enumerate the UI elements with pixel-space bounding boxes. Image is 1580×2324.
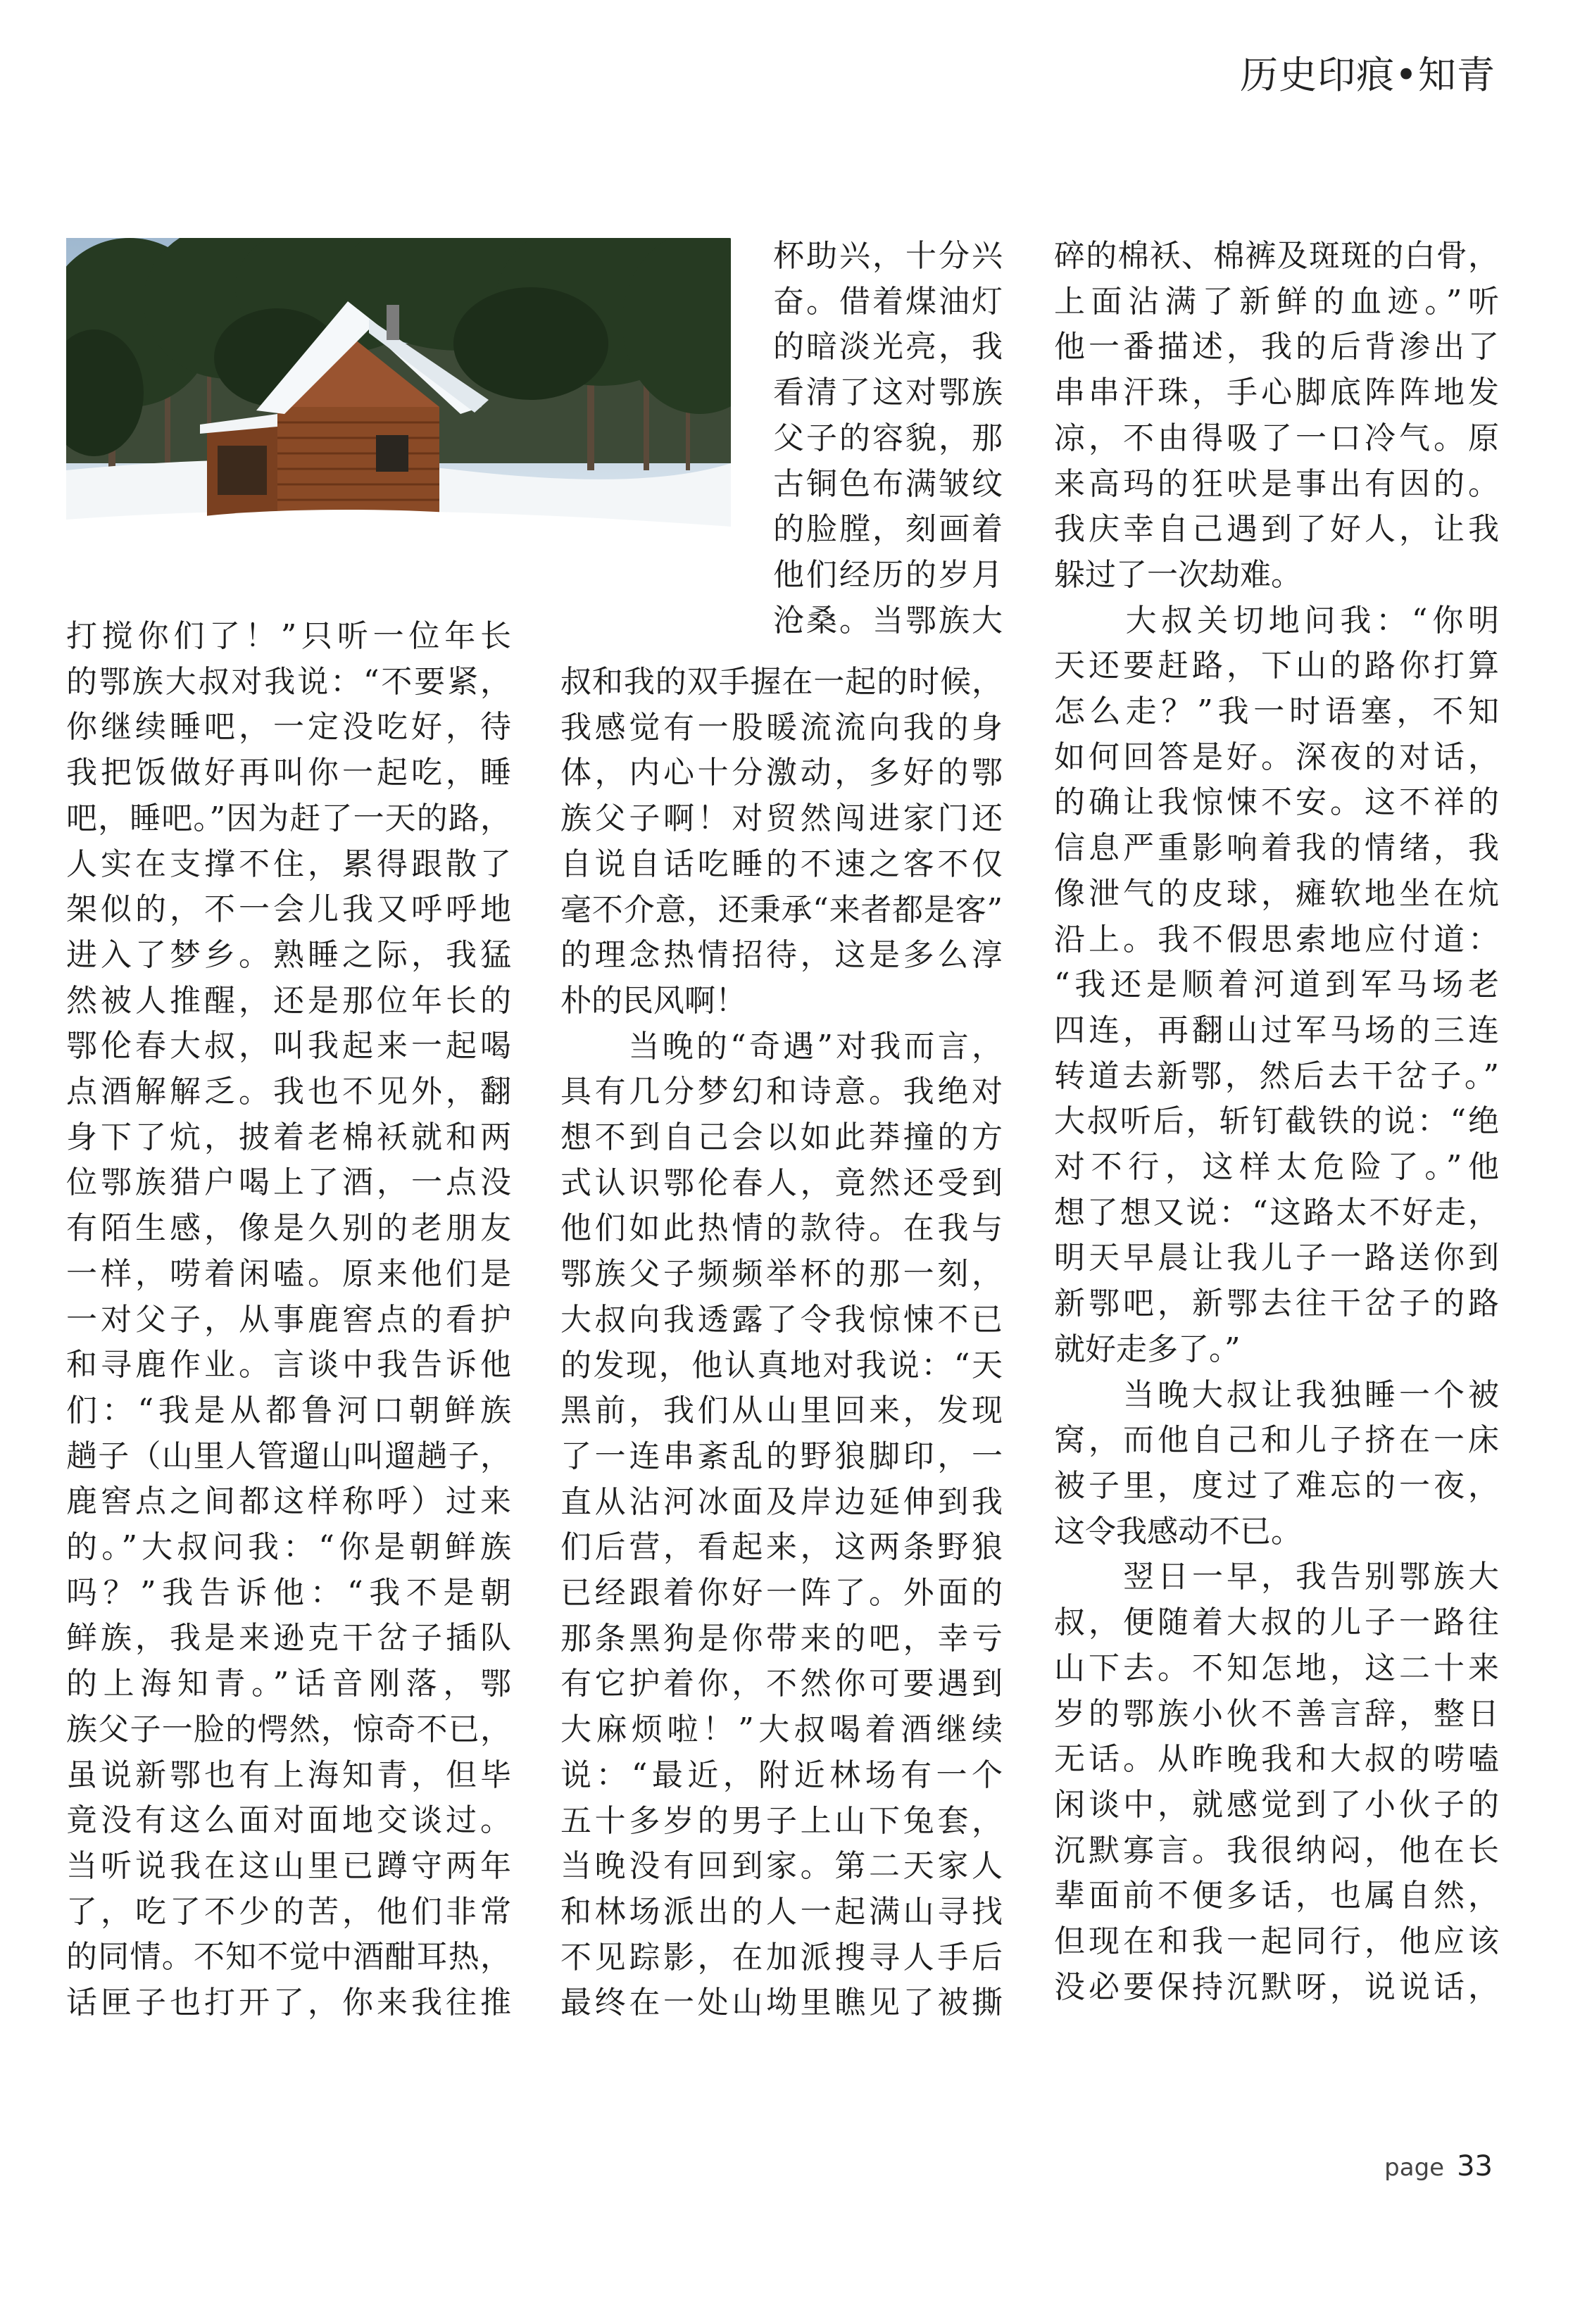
page-word: page (1384, 2154, 1445, 2182)
text-line: 的同情。不知不觉中酒酣耳热， (66, 1939, 511, 1976)
text-line: 直从沾河冰面及岸边延伸到我 (560, 1483, 1003, 1520)
text-line: 说：“最近，附近林场有一个 (560, 1757, 1003, 1793)
text-line: 你继续睡吧，一定没吃好，待 (66, 709, 511, 746)
text-line: 有陌生感，像是久别的老朋友 (66, 1210, 511, 1247)
text-line: 天还要赶路，下山的路你打算 (1054, 648, 1499, 684)
text-line: 打搅你们了！”只听一位年长 (66, 618, 511, 654)
text-line: 趟子（山里人管遛山叫遛趟子， (66, 1438, 511, 1474)
text-line: 那条黑狗是你带来的吧，幸亏 (560, 1620, 1003, 1657)
text-line: 我感觉有一股暖流流向我的身 (560, 709, 1003, 746)
text-line: 对不行，这样太危险了。”他 (1054, 1149, 1499, 1186)
text-line: 无话。从昨晚我和大叔的唠嗑 (1054, 1741, 1499, 1778)
text-line: 碎的棉袄、棉裤及斑斑的白骨， (1054, 238, 1499, 274)
text-line: 我庆幸自己遇到了好人，让我 (1054, 511, 1499, 548)
text-line: 闲谈中，就感觉到了小伙子的 (1054, 1786, 1499, 1823)
text-line: 他们如此热情的款待。在我与 (560, 1210, 1003, 1247)
text-line: 的鄂族大叔对我说：“不要紧， (66, 663, 511, 700)
text-line: 一样，唠着闲嗑。原来他们是 (66, 1255, 511, 1292)
text-line: 大叔关切地问我：“你明 (1054, 602, 1499, 639)
text-line: 岁的鄂族小伙不善言辞，整日 (1054, 1695, 1499, 1732)
text-line: 不见踪影，在加派搜寻人手后 (560, 1939, 1003, 1976)
text-line: 朴的民风啊！ (560, 982, 746, 1019)
text-line: “我还是顺着河道到军马场老 (1054, 967, 1499, 1003)
text-line: 大叔向我透露了令我惊悚不已 (560, 1301, 1003, 1338)
text-line: 他们经历的岁月 (773, 556, 1003, 593)
text-line: 当晚没有回到家。第二天家人 (560, 1848, 1003, 1885)
text-line: 架似的，不一会儿我又呼呼地 (66, 891, 511, 928)
text-line: 人实在支撑不住，累得跟散了 (66, 846, 511, 882)
text-line: 如何回答是好。深夜的对话， (1054, 739, 1499, 775)
text-line: 转道去新鄂，然后去干岔子。” (1054, 1057, 1499, 1094)
text-line: 父子的容貌，那 (773, 420, 1003, 456)
text-line: 山下去。不知怎地，这二十来 (1054, 1650, 1499, 1686)
text-line: 沧桑。当鄂族大 (773, 602, 1003, 639)
text-line: 窝，而他自己和儿子挤在一床 (1054, 1422, 1499, 1459)
text-line: 鄂伦春大叔，叫我起来一起喝 (66, 1028, 511, 1064)
text-line: 信息严重影响着我的情绪，我 (1054, 830, 1499, 867)
text-line: 杯助兴，十分兴 (773, 238, 1003, 274)
text-line: 虽说新鄂也有上海知青，但毕 (66, 1757, 511, 1793)
text-line: 新鄂吧，新鄂去往干岔子的路 (1054, 1286, 1499, 1322)
text-line: 这令我感动不已。 (1054, 1513, 1302, 1550)
text-line: 叔，便随着大叔的儿子一路往 (1054, 1604, 1499, 1641)
text-line: 一对父子，从事鹿窖点的看护 (66, 1301, 511, 1338)
text-line: 的发现，他认真地对我说：“天 (560, 1347, 1003, 1383)
text-line: 们：“我是从都鲁河口朝鲜族 (66, 1392, 511, 1428)
text-line: 五十多岁的男子上山下兔套， (560, 1802, 1003, 1839)
text-line: 大麻烦啦！”大叔喝着酒继续 (560, 1711, 1003, 1748)
text-line: 了一连串紊乱的野狼脚印，一 (560, 1438, 1003, 1474)
text-line: 竟没有这么面对面地交谈过。 (66, 1802, 511, 1839)
text-line: 有它护着你，不然你可要遇到 (560, 1666, 1003, 1702)
text-line: 大叔听后，斩钉截铁的说：“绝 (1054, 1103, 1499, 1140)
text-line: 的理念热情招待，这是多么淳 (560, 937, 1003, 974)
text-line: 身下了炕，披着老棉袄就和两 (66, 1119, 511, 1155)
text-line: 的上海知青。”话音刚落，鄂 (66, 1666, 511, 1702)
cabin-photo (66, 238, 731, 577)
text-line: 想了想又说：“这路太不好走， (1054, 1194, 1499, 1231)
text-column-2-top (773, 234, 1003, 643)
text-line: 辈面前不便多话，也属自然， (1054, 1878, 1499, 1914)
text-line: 吗？”我告诉他：“我不是朝 (66, 1574, 511, 1611)
text-line: 最终在一处山坳里瞧见了被撕 (560, 1985, 1003, 2021)
text-line: 凉，不由得吸了一口冷气。原 (1054, 420, 1499, 456)
text-line: 四连，再翻山过军马场的三连 (1054, 1012, 1499, 1048)
text-line: 毫不介意，还秉承“来者都是客” (560, 891, 1003, 928)
text-line: 族父子啊！对贸然闯进家门还 (560, 800, 1003, 837)
text-line: 当听说我在这山里已蹲守两年 (66, 1847, 511, 1884)
text-line: 吧，睡吧。”因为赶了一天的路， (66, 800, 511, 836)
text-line: 的确让我惊悚不安。这不祥的 (1054, 784, 1499, 821)
text-line: 但现在和我一起同行，他应该 (1054, 1923, 1499, 1960)
text-line: 串串汗珠，手心脚底阵阵地发 (1054, 375, 1499, 411)
text-line: 就好走多了。” (1054, 1331, 1241, 1367)
text-line: 我把饭做好再叫你一起吃，睡 (66, 755, 511, 791)
text-line: 位鄂族猎户喝上了酒，一点没 (66, 1164, 511, 1201)
text-line: 的脸膛，刻画着 (773, 511, 1003, 548)
text-line: 当晚的“奇遇”对我而言， (560, 1028, 1003, 1064)
text-line: 然被人推醒，还是那位年长的 (66, 982, 511, 1019)
text-line: 具有几分梦幻和诗意。我绝对 (560, 1074, 1003, 1110)
text-line: 来高玛的狂吠是事出有因的。 (1054, 465, 1499, 502)
text-line: 翌日一早，我告别鄂族大 (1054, 1559, 1499, 1595)
text-column-2 (560, 660, 1003, 2026)
text-line: 没必要保持沉默呀，说说话， (1054, 1968, 1499, 2005)
text-line: 和林场派出的人一起满山寻找 (560, 1893, 1003, 1930)
text-line: 沿上。我不假思索地应付道： (1054, 921, 1499, 957)
text-line: 话匣子也打开了，你来我往推 (66, 1985, 511, 2021)
text-line: 进入了梦乡。熟睡之际，我猛 (66, 936, 511, 973)
text-line: 自说自话吃睡的不速之客不仅 (560, 846, 1003, 882)
text-line: 他一番描述，我的后背渗出了 (1054, 329, 1499, 365)
text-line: 体，内心十分激动，多好的鄂 (560, 755, 1003, 791)
text-line: 鹿窖点之间都这样称呼）过来 (66, 1483, 511, 1520)
text-line: 上面沾满了新鲜的血迹。”听 (1054, 283, 1499, 320)
page-number: 33 (1457, 2150, 1493, 2182)
text-line: 当晚大叔让我独睡一个被 (1054, 1376, 1499, 1413)
text-line: 们后营，看起来，这两条野狼 (560, 1529, 1003, 1566)
text-line: 点酒解解乏。我也不见外，翻 (66, 1074, 511, 1110)
text-line: 看清了这对鄂族 (773, 375, 1003, 411)
text-line: 躲过了一次劫难。 (1054, 556, 1302, 593)
text-line: 叔和我的双手握在一起的时候， (560, 664, 1003, 700)
text-line: 的。”大叔问我：“你是朝鲜族 (66, 1529, 511, 1566)
text-line: 鄂族父子频频举杯的那一刻， (560, 1256, 1003, 1293)
text-column-1 (66, 614, 511, 2026)
text-line: 黑前，我们从山里回来，发现 (560, 1393, 1003, 1429)
text-line: 和寻鹿作业。言谈中我告诉他 (66, 1347, 511, 1383)
text-line: 了，吃了不少的苦，他们非常 (66, 1893, 511, 1930)
text-line: 奋。借着煤油灯 (773, 283, 1003, 320)
text-line: 怎么走？”我一时语塞，不知 (1054, 693, 1499, 730)
text-line: 沉默寡言。我很纳闷，他在长 (1054, 1832, 1499, 1868)
text-line: 族父子一脸的愕然，惊奇不已， (66, 1711, 511, 1747)
text-line: 明天早晨让我儿子一路送你到 (1054, 1240, 1499, 1276)
text-line: 想不到自己会以如此莽撞的方 (560, 1119, 1003, 1156)
text-line: 被子里，度过了难忘的一夜， (1054, 1467, 1499, 1504)
page-footer (1384, 2150, 1493, 2182)
text-line: 鲜族，我是来逊克干岔子插队 (66, 1620, 511, 1657)
section-header: 历史印痕•知青 (1240, 53, 1496, 97)
text-column-3 (1054, 234, 1499, 2010)
text-line: 古铜色布满皱纹 (773, 465, 1003, 502)
text-line: 的暗淡光亮，我 (773, 329, 1003, 365)
text-line: 已经跟着你好一阵了。外面的 (560, 1575, 1003, 1612)
text-line: 像泄气的皮球，瘫软地坐在炕 (1054, 875, 1499, 912)
text-line: 式认识鄂伦春人，竟然还受到 (560, 1164, 1003, 1201)
